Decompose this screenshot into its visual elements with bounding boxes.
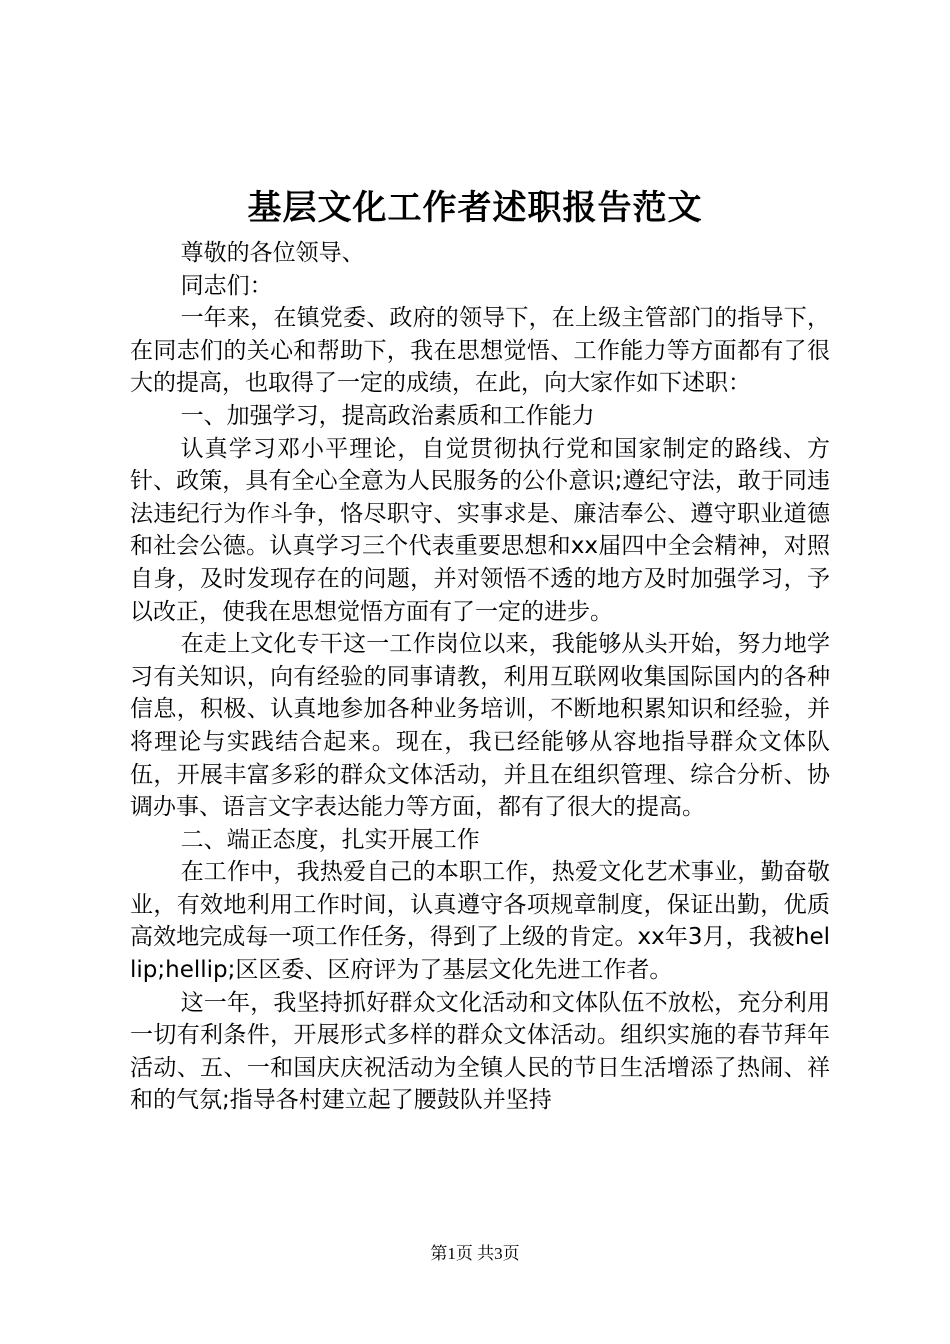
body-paragraph: 在走上文化专干这一工作岗位以来，我能够从头开始，努力地学习有关知识，向有经验的同事请教，利用互联网收集国际国内的各种信息，积极、认真地参加各种业务培训，不断地积累知识和经验，并将理论与实践结合起来。现在，我已经能够从容地指导群众文体队伍，开展丰富多彩的群众文体活动，并且在组织管理、综合分析、协调办事、语言文字表达能力等方面，都有了很大的提高。 — [130, 631, 830, 821]
body-paragraph: 认真学习邓小平理论，自觉贯彻执行党和国家制定的路线、方针、政策，具有全心全意为人民服务的公仆意识;遵纪守法，敢于同违法违纪行为作斗争，恪尽职守、实事求是、廉洁奉公、遵守职业道德和社会公德。认真学习三个代表重要思想和xx届四中全会精神，对照自身，及时发现存在的问题，并对领悟不透的地方及时加强学习，予以改正，使我在思想觉悟方面有了一定的进步。 — [130, 435, 830, 625]
section-heading-2: 二、端正态度，扎实开展工作 — [180, 826, 480, 853]
salutation-line-1: 尊敬的各位领导、 — [180, 240, 365, 266]
body-paragraph: 在工作中，我热爱自己的本职工作，热爱文化艺术事业，勤奋敬业，有效地利用工作时间，认真遵守各项规章制度，保证出勤，优质高效地完成每一项工作任务，得到了上级的肯定。xx年3月，我被hellip;hellip;区区委、区府评为了基层文化先进工作者。 — [130, 859, 830, 984]
section-heading-1: 一、加强学习，提高政治素质和工作能力 — [180, 402, 595, 429]
document-body — [130, 237, 830, 1117]
body-paragraph: 这一年，我坚持抓好群众文化活动和文体队伍不放松，充分利用一切有利条件，开展形式多样的群众文体活动。组织实施的春节拜年活动、五、一和国庆庆祝活动为全镇人民的节日生活增添了热闹、祥和的气氛;指导各村建立起了腰鼓队并坚持 — [130, 989, 830, 1114]
salutation-line-2: 同志们： — [180, 272, 273, 299]
intro-paragraph: 一年来，在镇党委、政府的领导下，在上级主管部门的指导下，在同志们的关心和帮助下，我在思想觉悟、工作能力等方面都有了很大的提高，也取得了一定的成绩，在此，向大家作如下述职： — [130, 305, 830, 397]
document-title: 基层文化工作者述职报告范文 — [247, 188, 703, 228]
page-number-footer: 第1页 共3页 — [430, 1244, 520, 1263]
